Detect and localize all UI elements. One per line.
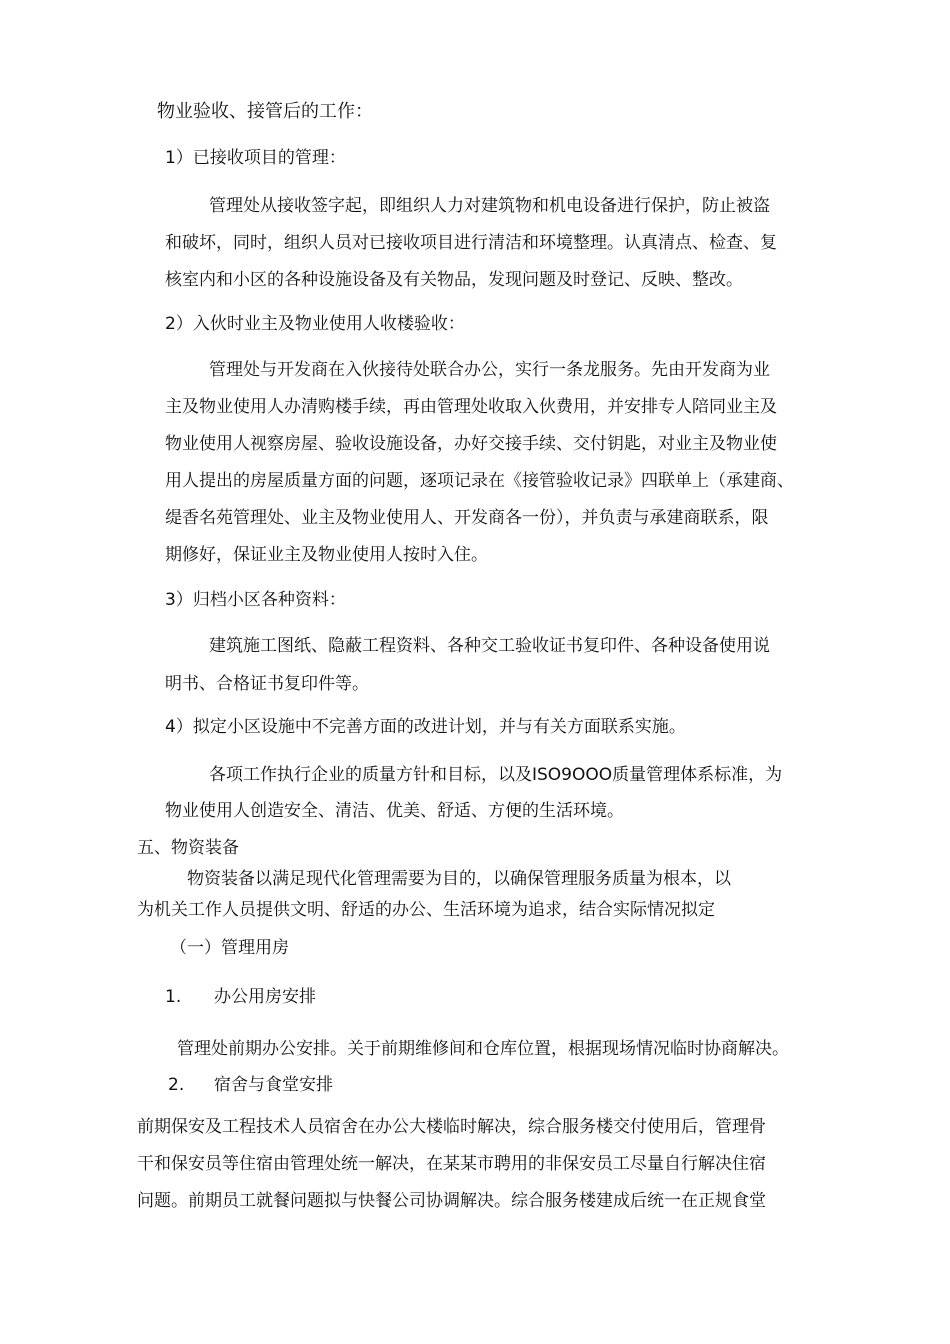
- section-heading: 物业验收、接管后的工作：: [157, 101, 373, 122]
- item-3-title: 3）归档小区各种资料：: [165, 590, 346, 610]
- paragraph-line: 核室内和小区的各种设施设备及有关物品，发现问题及时登记、反映、整改。: [165, 270, 743, 290]
- paragraph-line: 物业使用人视察房屋、验收设施设备，办好交接手续、交付钥匙，对业主及物业使: [165, 434, 777, 454]
- paragraph-line: 管理处从接收签字起，即组织人力对建筑物和机电设备进行保护，防止被盗: [209, 196, 770, 216]
- item-1-title: 1）已接收项目的管理：: [165, 148, 346, 168]
- paragraph-line: 管理处前期办公安排。关于前期维修间和仓库位置，根据现场情况临时协商解决。: [177, 1039, 789, 1059]
- paragraph-line: 物业使用人创造安全、清洁、优美、舒适、方便的生活环境。: [165, 801, 624, 821]
- section-5-title: 五、物资装备: [137, 838, 239, 858]
- subsection-title: （一）管理用房: [170, 938, 289, 958]
- paragraph-line: 明书、合格证书复印件等。: [165, 674, 369, 694]
- paragraph-line: 物资装备以满足现代化管理需要为目的，以确保管理服务质量为根本，以: [187, 869, 731, 889]
- paragraph-line: 干和保安员等住宿由管理处统一解决，在某某市聘用的非保安员工尽量自行解决住宿: [137, 1154, 766, 1174]
- paragraph-line: 期修好，保证业主及物业使用人按时入住。: [165, 545, 488, 565]
- list-number: 2.: [168, 1075, 185, 1095]
- paragraph-line: 和破坏，同时，组织人员对已接收项目进行清洁和环境整理。认真清点、检查、复: [165, 233, 777, 253]
- paragraph-line: 各项工作执行企业的质量方针和目标，以及ISO9OOO质量管理体系标准，为: [209, 765, 783, 785]
- list-title: 宿舍与食堂安排: [214, 1075, 333, 1095]
- item-2-title: 2）入伙时业主及物业使用人收楼验收：: [165, 314, 465, 334]
- paragraph-line: 用人提出的房屋质量方面的问题，逐项记录在《接管验收记录》四联单上（承建商、: [165, 471, 794, 491]
- paragraph-line: 主及物业使用人办清购楼手续，再由管理处收取入伙费用，并安排专人陪同业主及: [165, 397, 777, 417]
- paragraph-line: 为机关工作人员提供文明、舒适的办公、生活环境为追求，结合实际情况拟定: [137, 900, 715, 920]
- paragraph-line: 前期保安及工程技术人员宿舍在办公大楼临时解决，综合服务楼交付使用后，管理骨: [137, 1117, 766, 1137]
- list-title: 办公用房安排: [214, 987, 316, 1007]
- paragraph-line: 问题。前期员工就餐问题拟与快餐公司协调解决。综合服务楼建成后统一在正规食堂: [137, 1191, 766, 1211]
- paragraph-line: 缇香名苑管理处、业主及物业使用人、开发商各一份），并负责与承建商联系，限: [165, 508, 769, 528]
- item-4-title: 4）拟定小区设施中不完善方面的改进计划，并与有关方面联系实施。: [165, 717, 686, 737]
- paragraph-line: 建筑施工图纸、隐蔽工程资料、各种交工验收证书复印件、各种设备使用说: [209, 636, 770, 656]
- paragraph-line: 管理处与开发商在入伙接待处联合办公，实行一条龙服务。先由开发商为业: [209, 360, 770, 380]
- list-number: 1.: [165, 987, 182, 1007]
